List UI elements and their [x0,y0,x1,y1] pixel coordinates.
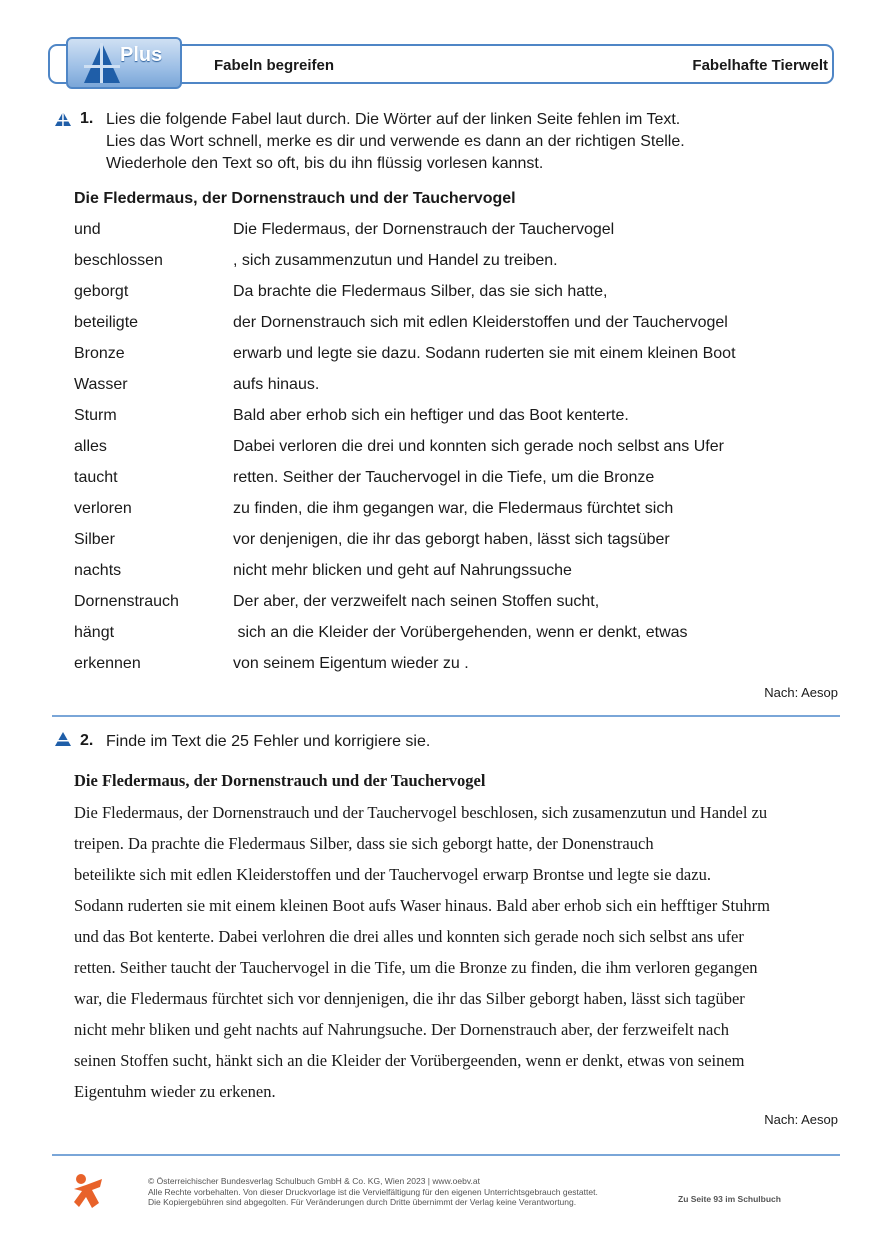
task-1-number: 1. [80,110,94,127]
task-1-instructions [106,109,685,175]
missing-word: Wasser [74,376,128,393]
fable-text-line: Die Fledermaus, der Dornenstrauch der Tauchervogel [233,221,615,238]
missing-word: Dornenstrauch [74,593,179,610]
publisher-logo-icon [72,1173,108,1211]
error-text-line: Eigentuhm wieder zu erkenen. [74,1082,276,1101]
missing-word: nachts [74,562,122,579]
instruction-line: Wiederhole den Text so oft, bis du ihn flüssig vorlesen kannst. [106,155,544,172]
footer-copyright [148,1176,598,1208]
fable-text-line: der Dornenstrauch sich mit edlen Kleiderstoffen und der Tauchervogel [233,314,728,331]
error-text-line: war, die Fledermaus fürchtet sich vor dennjenigen, die ihr das Silber geborgt haben, lässt sich tagüber [74,989,745,1008]
missing-word: verloren [74,500,132,517]
missing-word: taucht [74,469,118,486]
error-text-line: seinen Stoffen sucht, hänkt sich an die Kleider der Vorübergeenden, wenn er denkt, etwas von seinem [74,1051,745,1070]
fable-text-line: nicht mehr blicken und geht auf Nahrungssuche [233,562,572,579]
fable-text-line: Da brachte die Fledermaus Silber, das sie sich hatte, [233,283,608,300]
missing-word: geborgt [74,283,129,300]
error-text-line: Die Fledermaus, der Dornenstrauch und der Tauchervogel beschlosen, sich zusamenzutun und Handel zu [74,803,768,822]
missing-word: Bronze [74,345,125,362]
fable-text-line: Dabei verloren die drei und konnten sich gerade noch selbst ans Ufer [233,438,724,455]
logo-text: Plus [120,44,163,66]
instruction-line: Lies die folgende Fabel laut durch. Die Wörter auf der linken Seite fehlen im Text. [106,111,681,128]
task-2-number: 2. [80,732,94,749]
footer-line: Die Kopiergebühren sind abgegolten. Für Veränderungen durch Dritte übernimmt der Verlag keine Verantwortung. [148,1197,577,1207]
error-text-line: retten. Seither taucht der Tauchervogel in die Tife, um die Bronze zu finden, die ihm verloren gegangen [74,958,758,977]
header-right-title: Fabelhafte Tierwelt [692,57,828,74]
source-note-1: Nach: Aesop [764,685,838,700]
header-left-title: Fabeln begreifen [214,57,335,74]
fable-title-1: Die Fledermaus, der Dornenstrauch und der Tauchervogel [74,190,516,207]
fable-text-line: Bald aber erhob sich ein heftiger und das Boot kenterte. [233,407,629,424]
difficulty-triangle-icon [54,111,72,127]
difficulty-triangle-icon [54,731,72,747]
missing-word: alles [74,438,107,455]
page-reference: Zu Seite 93 im Schulbuch [678,1194,781,1204]
error-text-line: Sodann ruderten sie mit einem kleinen Boot aufs Waser hinaus. Bald aber erhob sich ein hefftiger Stuhrm [74,896,770,915]
missing-word: Silber [74,531,115,548]
error-text-line: beteilikte sich mit edlen Kleiderstoffen und der Tauchervogel erwarp Brontse und legte sie dazu. [74,865,711,884]
task-2-instruction: Finde im Text die 25 Fehler und korrigiere sie. [106,733,431,750]
error-text-line: und das Bot kenterte. Dabei verlohren die drei alles und konnten sich gerade noch sich selbst ans ufer [74,927,744,946]
footer-line: © Österreichischer Bundesverlag Schulbuch GmbH & Co. KG, Wien 2023 | www.oebv.at [148,1176,480,1186]
missing-word: hängt [74,624,115,641]
instruction-line: Lies das Wort schnell, merke es dir und verwende es dann an der richtigen Stelle. [106,133,685,150]
fable-text-line: Der aber, der verzweifelt nach seinen Stoffen sucht, [233,593,600,610]
error-text-line: nicht mehr bliken und geht nachts auf Nahrungsuche. Der Dornenstrauch aber, der ferzweifelt nach [74,1020,729,1039]
fable-text-line: vor denjenigen, die ihr das geborgt haben, lässt sich tagsüber [233,531,670,548]
footer-divider [52,1154,840,1156]
footer-line: Alle Rechte vorbehalten. Von dieser Druckvorlage ist die Vervielfältigung für den eigenen Unterrichtsgebrauch gestattet. [148,1186,598,1197]
divider [52,715,840,717]
fable-text-line: zu finden, die ihm gegangen war, die Fledermaus fürchtet sich [233,500,674,517]
fable-text-line: , sich zusammenzutun und Handel zu treiben. [233,252,558,269]
error-text-line: treipen. Da prachte die Fledermaus Silber, dass sie sich geborgt hatte, der Donenstrauch [74,834,654,853]
fable-text-line: von seinem Eigentum wieder zu . [233,655,469,672]
fable-title-2: Die Fledermaus, der Dornenstrauch und der Tauchervogel [74,771,486,790]
missing-word: Sturm [74,407,117,424]
missing-word: beteiligte [74,314,139,331]
fable-text-line: erwarb und legte sie dazu. Sodann ruderten sie mit einem kleinen Boot [233,345,736,362]
missing-word: beschlossen [74,252,163,269]
missing-word: erkennen [74,655,141,672]
missing-word: und [74,221,101,238]
fable-text-line: aufs hinaus. [233,376,320,393]
fable-text-line: sich an die Kleider der Vorübergehenden, wenn er denkt, etwas [233,624,688,641]
fable-text-line: retten. Seither der Tauchervogel in die Tiefe, um die Bronze [233,469,655,486]
source-note-2: Nach: Aesop [764,1112,838,1127]
